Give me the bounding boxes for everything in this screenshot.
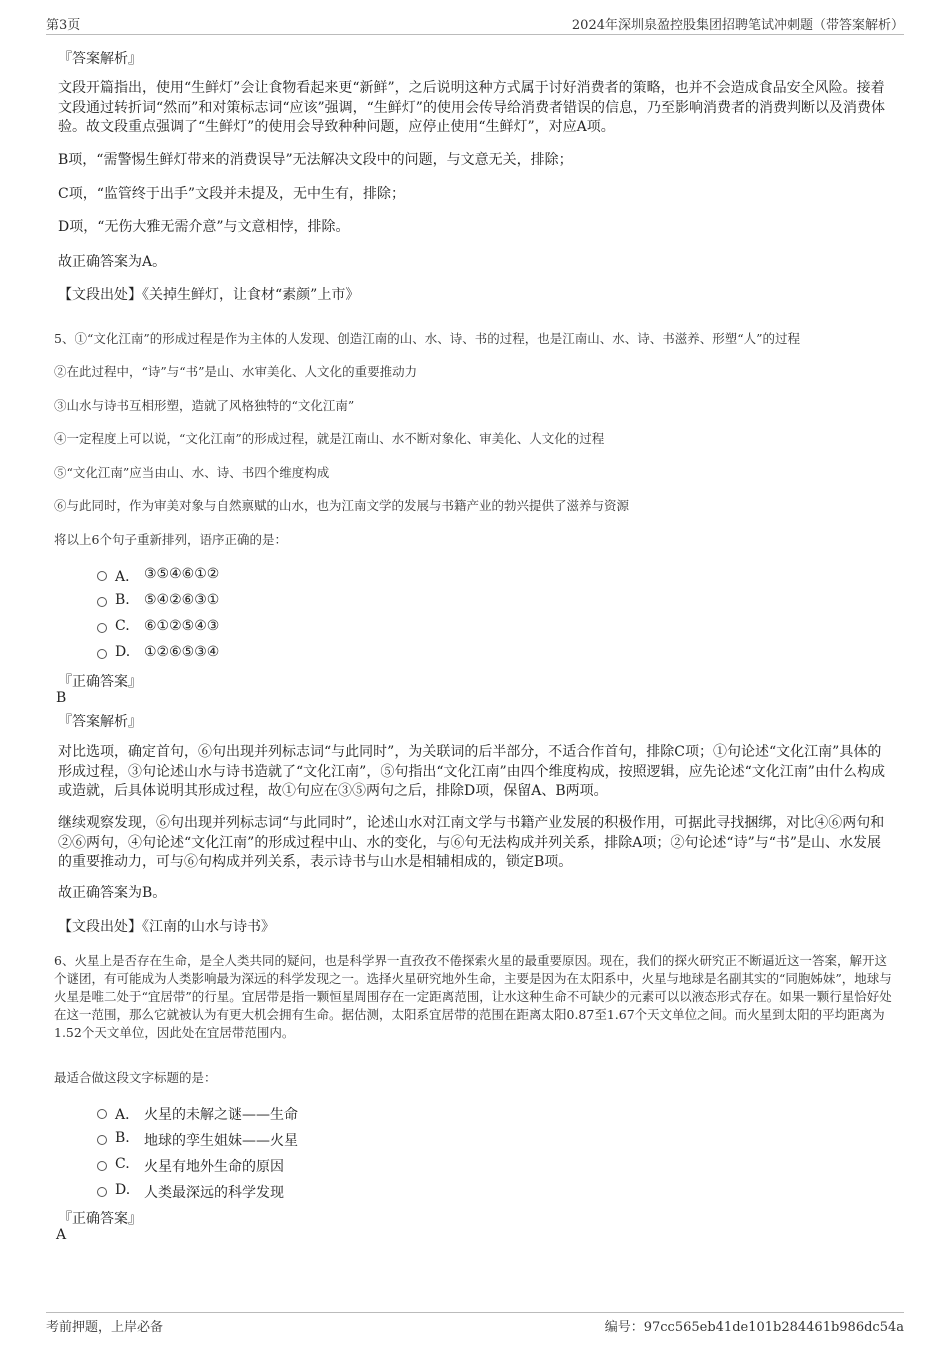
q5-sentence-4: ④一定程度上可以说，“文化江南”的形成过程，就是江南山、水不断对象化、审美化、人文化的过程 (54, 431, 605, 446)
q5-sentence-5: ⑤“文化江南”应当由山、水、诗、书四个维度构成 (54, 465, 330, 480)
option-text: ⑥①②⑤④③ (144, 618, 220, 634)
q6-option-d[interactable] (97, 1182, 497, 1202)
document-code: 编号：97cc565eb41de101b284461b986dc54a (604, 1320, 904, 1335)
document-title: 2024年深圳泉盈控股集团招聘笔试冲刺题（带答案解析） (571, 18, 904, 33)
option-text: 地球的孪生姐妹——火星 (144, 1133, 298, 1149)
q5-analysis-label: 『答案解析』 (58, 714, 142, 730)
page-header (46, 14, 904, 35)
radio-icon[interactable] (97, 597, 107, 607)
option-letter: B. (115, 1130, 130, 1146)
q5-analysis-paragraph-2: 继续观察发现，⑥句出现并列标志词“与此同时”，论述山水对江南文学与书籍产业发展的积极作用，可据此寻找捆绑，对比④⑥两句和②⑥两句，④句论述“文化江南”的形成过程中山、水的变化，与⑥句无法构成并列关系，排除A项；②句论述“诗”与“书”是山、水发展的重要推动力，可与⑥句构成并列关系，表示诗书与山水是相辅相成的，锁定B项。 (58, 815, 885, 870)
q6-option-a[interactable] (97, 1104, 497, 1124)
radio-icon[interactable] (97, 1109, 107, 1119)
q6-prompt: 最适合做这段文字标题的是： (54, 1070, 217, 1085)
q5-sentence-1: 5、①“文化江南”的形成过程是作为主体的人发现、创造江南的山、水、诗、书的过程，也是江南山、水、诗、书滋养、形塑“人”的过程 (54, 331, 801, 346)
q5-source: 【文段出处】《江南的山水与诗书》 (58, 919, 275, 935)
q6-option-b[interactable] (97, 1130, 497, 1150)
radio-icon[interactable] (97, 1135, 107, 1145)
radio-icon[interactable] (97, 623, 107, 633)
q6-answer-label: 『正确答案』 (58, 1211, 142, 1227)
q5-sentence-3: ③山水与诗书互相形塑，造就了风格独特的“文化江南” (54, 398, 355, 413)
q5-analysis-paragraph-1: 对比选项，确定首句，⑥句出现并列标志词“与此同时”，为关联词的后半部分，不适合作首句，排除C项；①句论述“文化江南”具体的形成过程，③句论述山水与诗书造就了“文化江南”，⑤句指出“文化江南”由四个维度构成，按照逻辑，应先论述“文化江南”由什么构成或造就，后具体说明其形成过程，故①句应在③⑤两句之后，排除D项，保留A、B两项。 (58, 744, 885, 799)
q4-analysis-c: C项，“监管终于出手”文段并未提及，无中生有，排除； (58, 186, 406, 202)
q5-answer-label: 『正确答案』 (58, 674, 142, 690)
q4-analysis-d: D项，“无伤大雅无需介意”与文意相悖，排除。 (58, 219, 350, 235)
q5-option-d[interactable] (97, 644, 397, 664)
option-letter: D. (115, 644, 131, 660)
q4-analysis-label: 『答案解析』 (58, 51, 142, 67)
q5-conclusion: 故正确答案为B。 (58, 885, 167, 901)
q5-option-a[interactable] (97, 566, 397, 586)
option-letter: A． (115, 569, 140, 585)
option-text: ③⑤④⑥①② (144, 566, 220, 582)
q4-analysis-paragraph: 文段开篇指出，使用“生鲜灯”会让食物看起来更“新鲜”，之后说明这种方式属于讨好消费者的策略，也并不会造成食品安全风险。接着文段通过转折词“然而”和对策标志词“应该”强调，“生鲜灯”的使用会传导给消费者错误的信息，乃至影响消费者的消费判断以及消费体验。故文段重点强调了“生鲜灯”的使用会导致种种问题，应停止使用“生鲜灯”，对应A项。 (58, 80, 885, 135)
option-letter: B. (115, 592, 130, 608)
q6-answer: A (56, 1227, 67, 1243)
q5-sentence-6: ⑥与此同时，作为审美对象与自然禀赋的山水，也为江南文学的发展与书籍产业的勃兴提供了滋养与资源 (54, 498, 630, 513)
page-number: 第3页 (46, 18, 81, 33)
q5-answer: B (56, 690, 67, 706)
q4-source: 【文段出处】《关掉生鲜灯，让食材“素颜”上市》 (58, 287, 360, 303)
radio-icon[interactable] (97, 649, 107, 659)
option-text: 人类最深远的科学发现 (144, 1185, 284, 1201)
q5-prompt: 将以上6个句子重新排列，语序正确的是： (54, 532, 287, 547)
q4-conclusion: 故正确答案为A。 (58, 254, 167, 270)
q5-sentence-2: ②在此过程中，“诗”与“书”是山、水审美化、人文化的重要推动力 (54, 364, 418, 379)
option-text: ①②⑥⑤③④ (144, 644, 220, 660)
option-letter: A． (115, 1107, 140, 1123)
option-text: ⑤④②⑥③① (144, 592, 220, 608)
option-letter: C. (115, 1156, 130, 1172)
radio-icon[interactable] (97, 1187, 107, 1197)
q6-option-c[interactable] (97, 1156, 497, 1176)
footer-slogan: 考前押题，上岸必备 (46, 1320, 164, 1335)
q5-option-c[interactable] (97, 618, 397, 638)
option-text: 火星的未解之谜——生命 (144, 1107, 298, 1123)
option-text: 火星有地外生命的原因 (144, 1159, 284, 1175)
radio-icon[interactable] (97, 571, 107, 581)
q5-option-b[interactable] (97, 592, 397, 612)
option-letter: D. (115, 1182, 131, 1198)
radio-icon[interactable] (97, 1161, 107, 1171)
q4-analysis-b: B项，“需警惕生鲜灯带来的消费误导”无法解决文段中的问题，与文意无关，排除； (58, 152, 573, 168)
q6-passage: 6、火星上是否存在生命，是全人类共同的疑问，也是科学界一直孜孜不倦探索火星的最重要原因。现在，我们的探火研究正不断逼近这一答案，解开这个谜团，有可能成为人类影响最为深远的科学发现之一。选择火星研究地外生命，主要是因为在太阳系中，火星与地球是名副其实的“同胞姊妹”，地球与火星是唯二处于“宜居带”的行星。宜居带是指一颗恒星周围存在一定距离范围，让水这种生命不可缺少的元素可以以液态形式存在。如果一颗行星恰好处在这一范围，那么它就被认为有更大机会拥有生命。据估测，太阳系宜居带的范围在距离太阳0.87至1.67个天文单位之间。而火星到太阳的平均距离为1.52个天文单位，因此处在宜居带范围内。 (54, 953, 892, 1040)
page-footer (46, 1312, 904, 1335)
option-letter: C. (115, 618, 130, 634)
